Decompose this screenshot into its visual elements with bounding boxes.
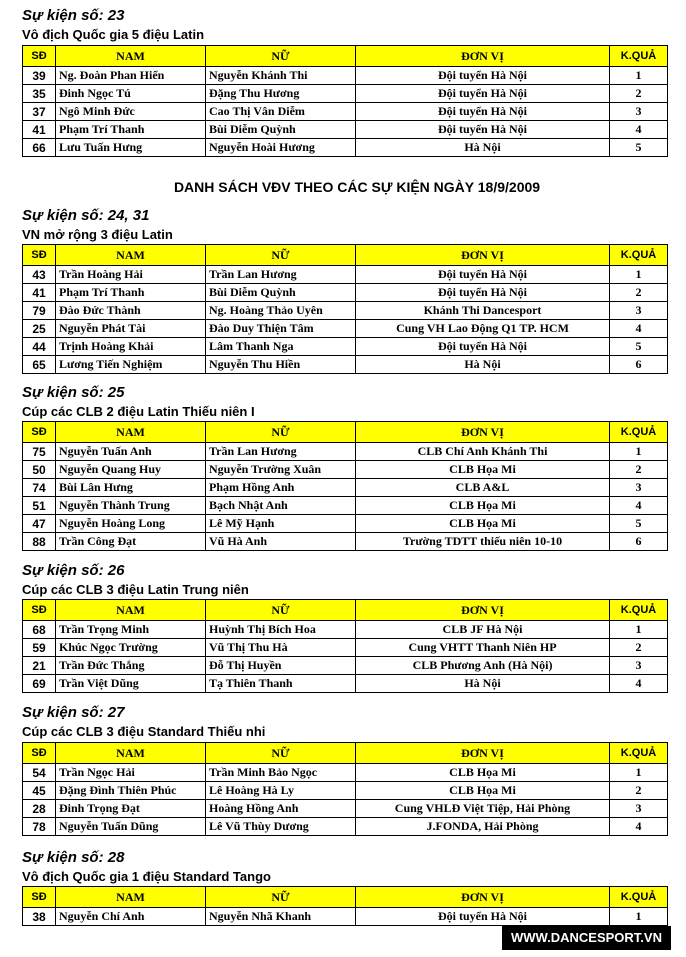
header-row (23, 46, 668, 67)
cell-don-vi: Hà Nội (356, 139, 610, 157)
cell-nam: Lưu Tuấn Hưng (56, 139, 206, 157)
table-row (23, 621, 668, 639)
cell-kq: 6 (610, 356, 668, 374)
cell-kq: 4 (610, 818, 668, 836)
event-subtitle: VN mở rộng 3 điệu Latin (22, 227, 173, 242)
cell-don-vi: Đội tuyển Hà Nội (356, 266, 610, 284)
results-table (22, 599, 668, 693)
cell-sd: 47 (23, 515, 56, 533)
results-table (22, 742, 668, 836)
cell-sd: 74 (23, 479, 56, 497)
cell-nu: Đỗ Thị Huyền (206, 657, 356, 675)
table-row (23, 479, 668, 497)
table-row (23, 302, 668, 320)
cell-nam: Nguyễn Tuấn Dũng (56, 818, 206, 836)
cell-sd: 66 (23, 139, 56, 157)
event-title: Sự kiện số: 23 (22, 7, 125, 24)
cell-kq: 4 (610, 121, 668, 139)
event-title: Sự kiện số: 25 (22, 384, 125, 401)
cell-nu: Trần Minh Bảo Ngọc (206, 764, 356, 782)
cell-kq: 3 (610, 657, 668, 675)
cell-nu: Vũ Hà Anh (206, 533, 356, 551)
table-row (23, 338, 668, 356)
cell-don-vi: Đội tuyển Hà Nội (356, 338, 610, 356)
cell-sd: 45 (23, 782, 56, 800)
cell-nam: Nguyễn Thành Trung (56, 497, 206, 515)
cell-sd: 37 (23, 103, 56, 121)
event-title: Sự kiện số: 27 (22, 704, 125, 721)
col-don-vi-header: ĐƠN VỊ (356, 600, 610, 621)
cell-nu: Đặng Thu Hương (206, 85, 356, 103)
cell-nam: Đặng Đình Thiên Phúc (56, 782, 206, 800)
cell-nam: Đinh Trọng Đạt (56, 800, 206, 818)
cell-kq: 1 (610, 266, 668, 284)
cell-nam: Ngô Minh Đức (56, 103, 206, 121)
cell-kq: 3 (610, 103, 668, 121)
table-row (23, 515, 668, 533)
col-don-vi-header: ĐƠN VỊ (356, 887, 610, 908)
table-row (23, 284, 668, 302)
cell-nu: Hoàng Hồng Anh (206, 800, 356, 818)
col-nu-header: NỮ (206, 600, 356, 621)
table-row (23, 320, 668, 338)
cell-sd: 65 (23, 356, 56, 374)
cell-kq: 3 (610, 800, 668, 818)
event-subtitle: Cúp các CLB 3 điệu Standard Thiếu nhi (22, 724, 266, 739)
col-kq-header: K.QUẢ (610, 46, 668, 67)
cell-kq: 2 (610, 782, 668, 800)
table-row (23, 497, 668, 515)
cell-nu: Phạm Hồng Anh (206, 479, 356, 497)
event-subtitle: Vô địch Quốc gia 5 điệu Latin (22, 27, 205, 42)
cell-nu: Bùi Diễm Quỳnh (206, 284, 356, 302)
event-title: Sự kiện số: 28 (22, 849, 125, 866)
cell-sd: 39 (23, 67, 56, 85)
cell-don-vi: CLB Chí Anh Khánh Thi (356, 443, 610, 461)
cell-kq: 4 (610, 675, 668, 693)
event-subtitle: Cúp các CLB 3 điệu Latin Trung niên (22, 582, 249, 597)
results-table (22, 886, 668, 926)
cell-sd: 69 (23, 675, 56, 693)
cell-nam: Trần Hoàng Hải (56, 266, 206, 284)
col-kq-header: K.QUẢ (610, 422, 668, 443)
cell-nu: Cao Thị Vân Diễm (206, 103, 356, 121)
col-nam-header: NAM (56, 743, 206, 764)
cell-sd: 41 (23, 121, 56, 139)
cell-nam: Nguyễn Phát Tài (56, 320, 206, 338)
cell-kq: 1 (610, 443, 668, 461)
cell-nu: Bùi Diễm Quỳnh (206, 121, 356, 139)
cell-nam: Đinh Ngọc Tú (56, 85, 206, 103)
cell-nam: Nguyễn Chí Anh (56, 908, 206, 926)
cell-nu: Tạ Thiên Thanh (206, 675, 356, 693)
cell-don-vi: CLB Phương Anh (Hà Nội) (356, 657, 610, 675)
cell-nu: Lê Hoàng Hà Ly (206, 782, 356, 800)
cell-nam: Ng. Đoàn Phan Hiển (56, 67, 206, 85)
col-don-vi-header: ĐƠN VỊ (356, 743, 610, 764)
cell-nu: Nguyễn Khánh Thi (206, 67, 356, 85)
cell-nam: Đào Đức Thành (56, 302, 206, 320)
cell-don-vi: Đội tuyển Hà Nội (356, 121, 610, 139)
cell-sd: 44 (23, 338, 56, 356)
cell-kq: 1 (610, 67, 668, 85)
watermark: WWW.DANCESPORT.VN (502, 926, 671, 950)
col-sd-header: SĐ (23, 743, 56, 764)
table-row (23, 782, 668, 800)
table-row (23, 764, 668, 782)
cell-nu: Nguyễn Hoài Hương (206, 139, 356, 157)
cell-sd: 43 (23, 266, 56, 284)
cell-nu: Trần Lan Hương (206, 443, 356, 461)
cell-don-vi: Cung VHLĐ Việt Tiệp, Hải Phòng (356, 800, 610, 818)
cell-don-vi: CLB Họa Mi (356, 782, 610, 800)
table-row (23, 639, 668, 657)
table-row (23, 675, 668, 693)
cell-sd: 21 (23, 657, 56, 675)
cell-don-vi: Đội tuyển Hà Nội (356, 908, 610, 926)
table-row (23, 103, 668, 121)
col-sd-header: SĐ (23, 46, 56, 67)
cell-nu: Lê Mỹ Hạnh (206, 515, 356, 533)
cell-sd: 50 (23, 461, 56, 479)
cell-don-vi: CLB Họa Mi (356, 515, 610, 533)
cell-kq: 1 (610, 764, 668, 782)
cell-nam: Nguyễn Hoàng Long (56, 515, 206, 533)
cell-nu: Lê Vũ Thùy Dương (206, 818, 356, 836)
header-row (23, 887, 668, 908)
cell-don-vi: CLB Họa Mi (356, 497, 610, 515)
col-nam-header: NAM (56, 46, 206, 67)
cell-nam: Trần Trọng Minh (56, 621, 206, 639)
col-don-vi-header: ĐƠN VỊ (356, 245, 610, 266)
cell-kq: 3 (610, 479, 668, 497)
cell-nam: Trần Công Đạt (56, 533, 206, 551)
cell-don-vi: Cung VHTT Thanh Niên HP (356, 639, 610, 657)
cell-kq: 3 (610, 302, 668, 320)
cell-kq: 2 (610, 461, 668, 479)
cell-sd: 38 (23, 908, 56, 926)
cell-nam: Nguyễn Quang Huy (56, 461, 206, 479)
cell-nam: Nguyễn Tuấn Anh (56, 443, 206, 461)
col-don-vi-header: ĐƠN VỊ (356, 46, 610, 67)
cell-nu: Nguyễn Thu Hiền (206, 356, 356, 374)
cell-nam: Bùi Lân Hưng (56, 479, 206, 497)
col-nu-header: NỮ (206, 245, 356, 266)
cell-kq: 5 (610, 515, 668, 533)
col-kq-header: K.QUẢ (610, 743, 668, 764)
cell-nu: Bạch Nhật Anh (206, 497, 356, 515)
header-row (23, 245, 668, 266)
table-row (23, 266, 668, 284)
header-row (23, 422, 668, 443)
cell-sd: 59 (23, 639, 56, 657)
cell-sd: 78 (23, 818, 56, 836)
main-title: DANH SÁCH VĐV THEO CÁC SỰ KIỆN NGÀY 18/9/2009 (173, 179, 541, 195)
event-title: Sự kiện số: 24, 31 (22, 207, 150, 224)
col-sd-header: SĐ (23, 887, 56, 908)
cell-sd: 28 (23, 800, 56, 818)
cell-nam: Lương Tiến Nghiệm (56, 356, 206, 374)
cell-sd: 88 (23, 533, 56, 551)
cell-kq: 2 (610, 639, 668, 657)
cell-kq: 5 (610, 139, 668, 157)
cell-nam: Trần Đức Thắng (56, 657, 206, 675)
cell-sd: 51 (23, 497, 56, 515)
cell-nu: Trần Lan Hương (206, 266, 356, 284)
cell-sd: 54 (23, 764, 56, 782)
event-title: Sự kiện số: 26 (22, 562, 125, 579)
cell-kq: 5 (610, 338, 668, 356)
table-row (23, 85, 668, 103)
header-row (23, 743, 668, 764)
table-row (23, 800, 668, 818)
col-nu-header: NỮ (206, 743, 356, 764)
results-table (22, 244, 668, 374)
cell-kq: 1 (610, 621, 668, 639)
cell-kq: 4 (610, 320, 668, 338)
table-row (23, 533, 668, 551)
cell-nam: Trần Ngọc Hải (56, 764, 206, 782)
col-nam-header: NAM (56, 600, 206, 621)
col-kq-header: K.QUẢ (610, 600, 668, 621)
cell-nam: Khúc Ngọc Trường (56, 639, 206, 657)
cell-nam: Phạm Trí Thanh (56, 121, 206, 139)
table-row (23, 139, 668, 157)
results-table (22, 45, 668, 157)
cell-sd: 75 (23, 443, 56, 461)
table-row (23, 67, 668, 85)
cell-don-vi: Đội tuyển Hà Nội (356, 284, 610, 302)
cell-don-vi: Khánh Thi Dancesport (356, 302, 610, 320)
cell-don-vi: Đội tuyển Hà Nội (356, 85, 610, 103)
cell-don-vi: Trường TDTT thiếu niên 10-10 (356, 533, 610, 551)
cell-nu: Nguyễn Trường Xuân (206, 461, 356, 479)
event-subtitle: Vô địch Quốc gia 1 điệu Standard Tango (22, 869, 271, 884)
col-sd-header: SĐ (23, 245, 56, 266)
cell-nu: Huỳnh Thị Bích Hoa (206, 621, 356, 639)
header-row (23, 600, 668, 621)
event-subtitle: Cúp các CLB 2 điệu Latin Thiếu niên I (22, 404, 255, 419)
cell-nam: Phạm Trí Thanh (56, 284, 206, 302)
cell-don-vi: CLB Họa Mi (356, 461, 610, 479)
cell-don-vi: J.FONDA, Hải Phòng (356, 818, 610, 836)
cell-kq: 2 (610, 284, 668, 302)
cell-don-vi: Hà Nội (356, 356, 610, 374)
col-nu-header: NỮ (206, 887, 356, 908)
cell-sd: 68 (23, 621, 56, 639)
cell-nu: Lâm Thanh Nga (206, 338, 356, 356)
col-nam-header: NAM (56, 887, 206, 908)
cell-nam: Trịnh Hoàng Khải (56, 338, 206, 356)
results-table (22, 421, 668, 551)
cell-sd: 25 (23, 320, 56, 338)
table-row (23, 443, 668, 461)
cell-nu: Ng. Hoàng Thảo Uyên (206, 302, 356, 320)
col-kq-header: K.QUẢ (610, 887, 668, 908)
cell-nu: Đào Duy Thiện Tâm (206, 320, 356, 338)
cell-kq: 6 (610, 533, 668, 551)
cell-nam: Trần Việt Dũng (56, 675, 206, 693)
col-nam-header: NAM (56, 245, 206, 266)
cell-don-vi: CLB A&L (356, 479, 610, 497)
table-row (23, 818, 668, 836)
cell-don-vi: CLB Họa Mi (356, 764, 610, 782)
col-nam-header: NAM (56, 422, 206, 443)
table-row (23, 356, 668, 374)
cell-sd: 41 (23, 284, 56, 302)
cell-nu: Vũ Thị Thu Hà (206, 639, 356, 657)
table-row (23, 657, 668, 675)
table-row (23, 908, 668, 926)
table-row (23, 461, 668, 479)
col-kq-header: K.QUẢ (610, 245, 668, 266)
col-sd-header: SĐ (23, 600, 56, 621)
cell-don-vi: Cung VH Lao Động Q1 TP. HCM (356, 320, 610, 338)
cell-don-vi: Hà Nội (356, 675, 610, 693)
cell-sd: 79 (23, 302, 56, 320)
cell-kq: 1 (610, 908, 668, 926)
cell-don-vi: CLB JF Hà Nội (356, 621, 610, 639)
table-row (23, 121, 668, 139)
cell-nu: Nguyễn Nhã Khanh (206, 908, 356, 926)
cell-sd: 35 (23, 85, 56, 103)
col-don-vi-header: ĐƠN VỊ (356, 422, 610, 443)
cell-kq: 2 (610, 85, 668, 103)
cell-don-vi: Đội tuyển Hà Nội (356, 67, 610, 85)
col-nu-header: NỮ (206, 46, 356, 67)
cell-kq: 4 (610, 497, 668, 515)
cell-don-vi: Đội tuyển Hà Nội (356, 103, 610, 121)
col-sd-header: SĐ (23, 422, 56, 443)
col-nu-header: NỮ (206, 422, 356, 443)
